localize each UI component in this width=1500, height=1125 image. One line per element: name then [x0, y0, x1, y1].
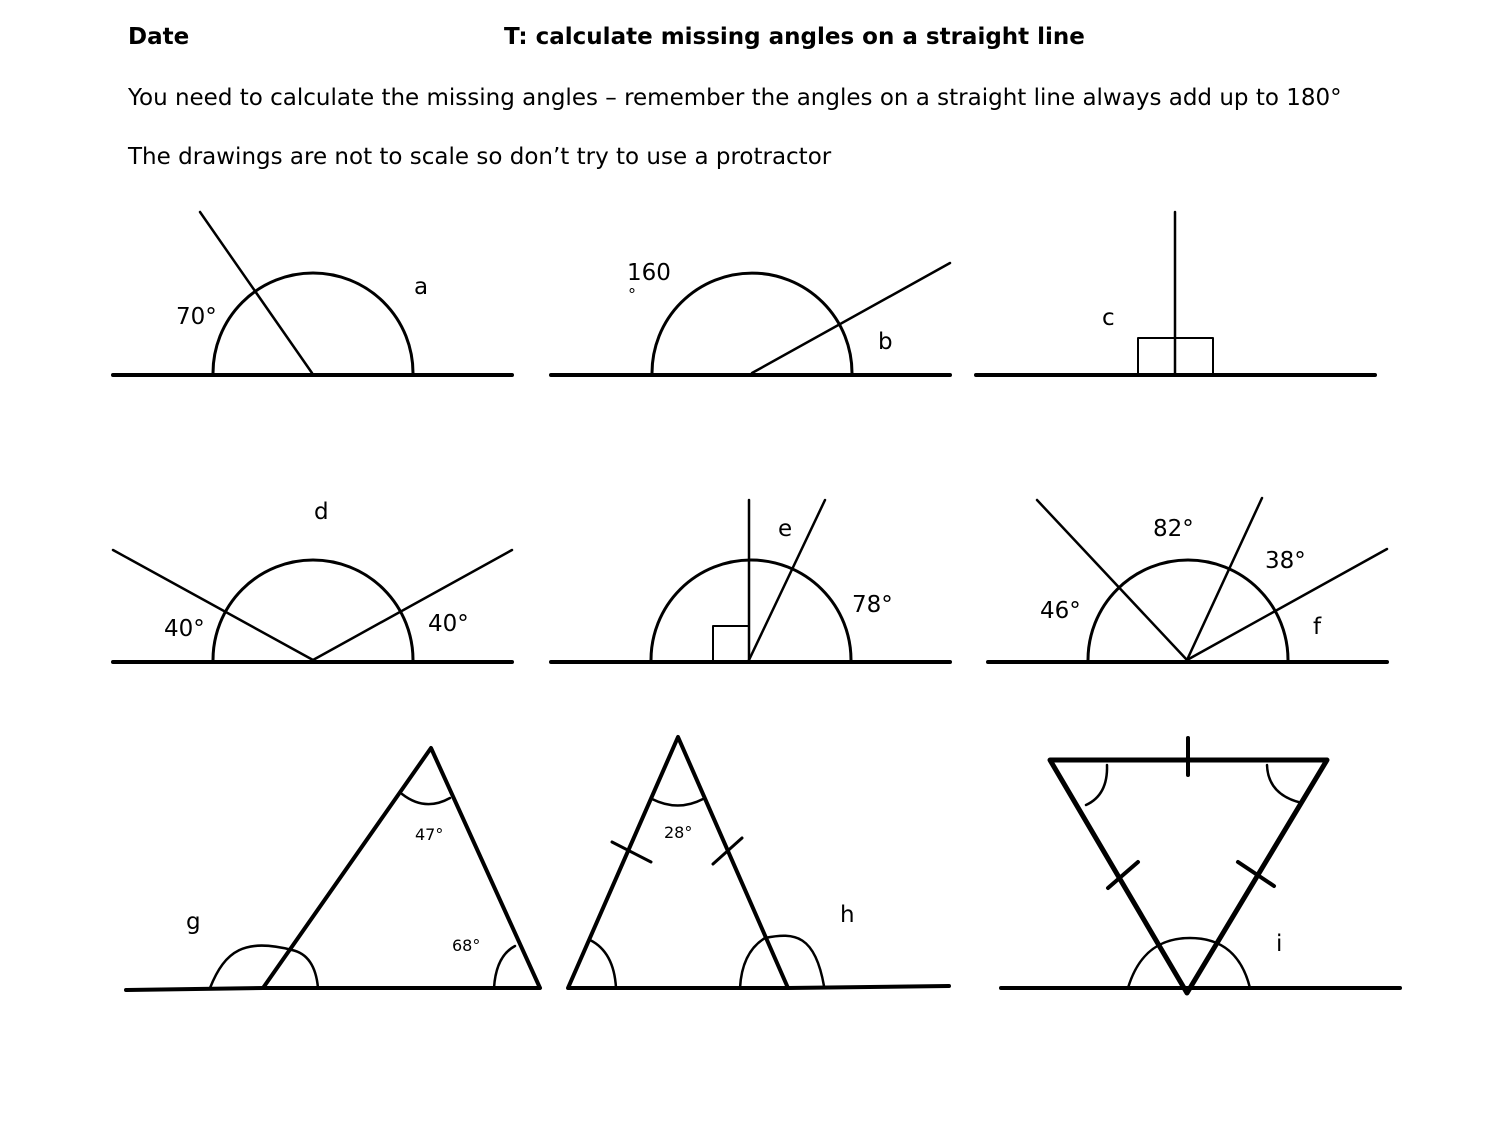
worksheet-title: T: calculate missing angles on a straight line	[504, 24, 1085, 50]
angle-arc	[213, 560, 413, 660]
left-angle-arc	[590, 940, 616, 988]
given-angle-3-label: 38°	[1265, 548, 1306, 574]
given-angle-label: 78°	[852, 592, 893, 618]
diagram-a	[113, 212, 512, 375]
given-angle-label: 160	[627, 260, 671, 286]
right-angle-arc	[1267, 765, 1302, 803]
top-angle-arc	[402, 794, 450, 804]
given-angle-2-label: 82°	[1153, 516, 1194, 542]
diagram-f	[988, 498, 1387, 662]
angle-arc	[1088, 560, 1288, 660]
unknown-angle-label: h	[840, 902, 855, 928]
unknown-angle-label: c	[1102, 305, 1115, 331]
unknown-angle-label: b	[878, 329, 893, 355]
diagram-g	[126, 748, 540, 990]
straight-line	[126, 988, 263, 990]
left-angle-arc	[1086, 765, 1107, 805]
interior-angle-arc	[740, 938, 765, 988]
ray-2	[1187, 498, 1262, 660]
unknown-angle-label: i	[1276, 931, 1283, 957]
diagram-c	[976, 212, 1375, 375]
date-label: Date	[128, 24, 190, 50]
diagram-h	[568, 737, 949, 988]
exterior-angle-arc	[765, 936, 824, 986]
given-top-angle-label: 28°	[664, 823, 693, 842]
diagram-e	[551, 500, 950, 662]
angle-arc	[652, 273, 852, 373]
inverted-equilateral-triangle	[1050, 760, 1327, 993]
angle-arc	[651, 560, 851, 660]
triangle	[263, 748, 540, 988]
unknown-angle-label: g	[186, 909, 201, 935]
top-angle-arc	[652, 799, 703, 806]
given-top-angle-label: 47°	[415, 825, 444, 844]
diagram-b	[551, 260, 950, 375]
given-angle-label: 70°	[176, 304, 217, 330]
isosceles-triangle	[568, 737, 788, 988]
bottom-angle-arc	[1128, 938, 1250, 988]
diagram-i	[1001, 738, 1400, 993]
unknown-angle-label: d	[314, 499, 329, 525]
instruction-line-2: The drawings are not to scale so don’t try to use a protractor	[128, 144, 832, 170]
interior-angle-arc	[292, 950, 318, 988]
given-angle-1-label: 46°	[1040, 598, 1081, 624]
given-angle-left-label: 40°	[164, 616, 205, 642]
right-angle-arc	[494, 946, 515, 988]
right-angle-marker	[713, 626, 749, 661]
angle-arc	[213, 273, 413, 373]
instruction-line-1: You need to calculate the missing angles – remember the angles on a straight line always add up to 180°	[128, 85, 1342, 111]
diagram-d	[113, 499, 512, 662]
equal-side-tick-right	[713, 838, 742, 864]
given-angle-right-label: 40°	[428, 611, 469, 637]
given-angle-degree: °	[628, 285, 636, 304]
unknown-angle-label: f	[1313, 614, 1322, 640]
unknown-angle-label: a	[414, 274, 429, 300]
straight-line-extension	[788, 986, 949, 988]
unknown-angle-label: e	[778, 516, 793, 542]
given-right-angle-label: 68°	[452, 936, 481, 955]
